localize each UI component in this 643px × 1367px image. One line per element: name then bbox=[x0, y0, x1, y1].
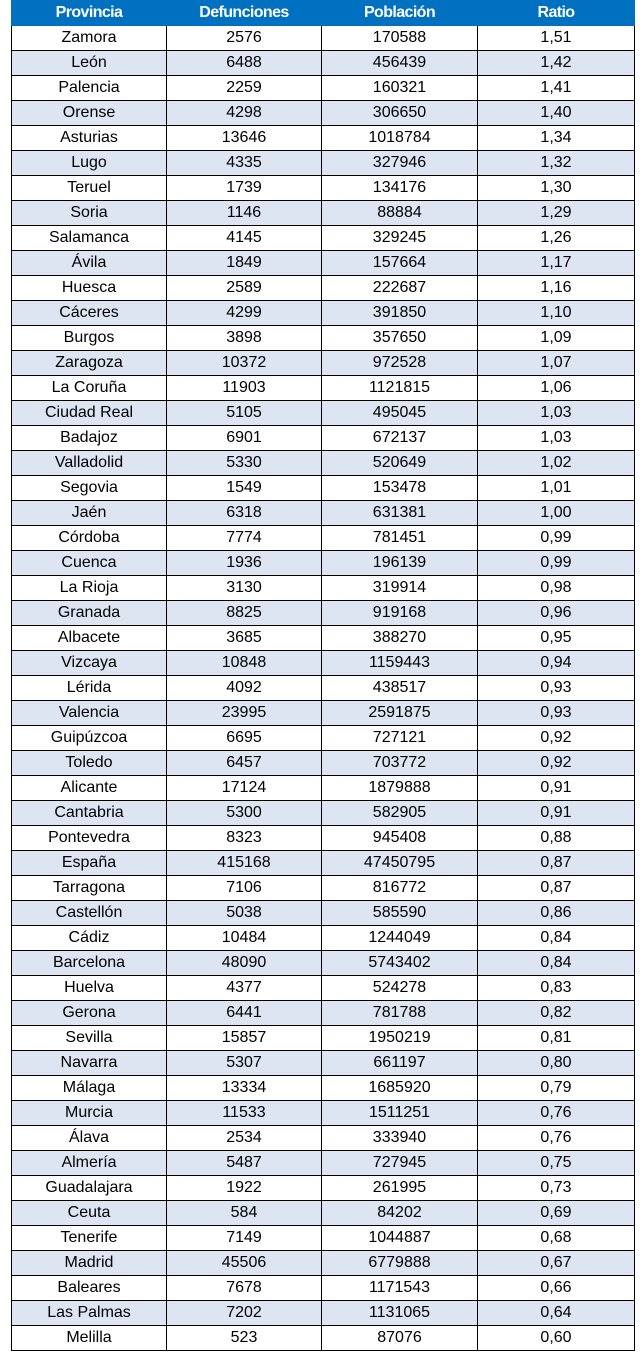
defunciones-cell: 1849 bbox=[167, 251, 322, 276]
provincia-cell: Huesca bbox=[12, 276, 167, 301]
table-row bbox=[12, 451, 635, 476]
defunciones-cell: 2259 bbox=[167, 76, 322, 101]
ratio-cell: 1,29 bbox=[478, 201, 635, 226]
header-defunciones[interactable]: Defunciones bbox=[167, 1, 322, 26]
provincia-cell: Ávila bbox=[12, 251, 167, 276]
defunciones-cell: 6695 bbox=[167, 726, 322, 751]
provincia-cell: Tenerife bbox=[12, 1226, 167, 1251]
defunciones-cell: 4145 bbox=[167, 226, 322, 251]
ratio-cell: 1,09 bbox=[478, 326, 635, 351]
ratio-cell: 0,76 bbox=[478, 1126, 635, 1151]
provincia-cell: Valencia bbox=[12, 701, 167, 726]
poblacion-cell: 1131065 bbox=[322, 1301, 478, 1326]
defunciones-cell: 4335 bbox=[167, 151, 322, 176]
table-row bbox=[12, 551, 635, 576]
defunciones-cell: 7202 bbox=[167, 1301, 322, 1326]
table-row bbox=[12, 251, 635, 276]
table-row bbox=[12, 851, 635, 876]
provincia-cell: Córdoba bbox=[12, 526, 167, 551]
ratio-cell: 0,79 bbox=[478, 1076, 635, 1101]
ratio-cell: 0,82 bbox=[478, 1001, 635, 1026]
ratio-cell: 0,88 bbox=[478, 826, 635, 851]
poblacion-cell: 456439 bbox=[322, 51, 478, 76]
table-row bbox=[12, 701, 635, 726]
poblacion-cell: 329245 bbox=[322, 226, 478, 251]
poblacion-cell: 2591875 bbox=[322, 701, 478, 726]
provincia-cell: Álava bbox=[12, 1126, 167, 1151]
header-poblacion[interactable]: Población bbox=[322, 1, 478, 26]
ratio-cell: 1,34 bbox=[478, 126, 635, 151]
provincia-cell: Asturias bbox=[12, 126, 167, 151]
ratio-cell: 1,06 bbox=[478, 376, 635, 401]
ratio-cell: 0,83 bbox=[478, 976, 635, 1001]
table-row bbox=[12, 826, 635, 851]
poblacion-cell: 170588 bbox=[322, 26, 478, 51]
table-row bbox=[12, 26, 635, 51]
poblacion-cell: 6779888 bbox=[322, 1251, 478, 1276]
provincia-cell: Alicante bbox=[12, 776, 167, 801]
table-row bbox=[12, 1301, 635, 1326]
table-row bbox=[12, 1226, 635, 1251]
table-row bbox=[12, 676, 635, 701]
ratio-cell: 0,67 bbox=[478, 1251, 635, 1276]
ratio-cell: 1,32 bbox=[478, 151, 635, 176]
ratio-cell: 0,84 bbox=[478, 951, 635, 976]
provincia-cell: Huelva bbox=[12, 976, 167, 1001]
provincia-cell: Barcelona bbox=[12, 951, 167, 976]
table-row bbox=[12, 176, 635, 201]
provincia-cell: Toledo bbox=[12, 751, 167, 776]
poblacion-cell: 585590 bbox=[322, 901, 478, 926]
defunciones-cell: 6901 bbox=[167, 426, 322, 451]
table-row bbox=[12, 1026, 635, 1051]
poblacion-cell: 160321 bbox=[322, 76, 478, 101]
poblacion-cell: 357650 bbox=[322, 326, 478, 351]
defunciones-cell: 4299 bbox=[167, 301, 322, 326]
poblacion-cell: 631381 bbox=[322, 501, 478, 526]
provincia-cell: Teruel bbox=[12, 176, 167, 201]
poblacion-cell: 1018784 bbox=[322, 126, 478, 151]
provincia-cell: España bbox=[12, 851, 167, 876]
poblacion-cell: 919168 bbox=[322, 601, 478, 626]
provincia-cell: Granada bbox=[12, 601, 167, 626]
poblacion-cell: 703772 bbox=[322, 751, 478, 776]
ratio-cell: 0,87 bbox=[478, 876, 635, 901]
provincia-cell: Jaén bbox=[12, 501, 167, 526]
defunciones-cell: 523 bbox=[167, 1326, 322, 1351]
defunciones-cell: 8323 bbox=[167, 826, 322, 851]
defunciones-cell: 6488 bbox=[167, 51, 322, 76]
poblacion-cell: 781788 bbox=[322, 1001, 478, 1026]
ratio-cell: 0,75 bbox=[478, 1151, 635, 1176]
provincia-cell: Baleares bbox=[12, 1276, 167, 1301]
ratio-cell: 1,17 bbox=[478, 251, 635, 276]
defunciones-cell: 2534 bbox=[167, 1126, 322, 1151]
table-row bbox=[12, 226, 635, 251]
poblacion-cell: 261995 bbox=[322, 1176, 478, 1201]
ratio-cell: 1,16 bbox=[478, 276, 635, 301]
poblacion-cell: 495045 bbox=[322, 401, 478, 426]
defunciones-cell: 45506 bbox=[167, 1251, 322, 1276]
defunciones-cell: 584 bbox=[167, 1201, 322, 1226]
defunciones-cell: 3130 bbox=[167, 576, 322, 601]
provincia-cell: Lérida bbox=[12, 676, 167, 701]
table-row bbox=[12, 1101, 635, 1126]
poblacion-cell: 87076 bbox=[322, 1326, 478, 1351]
defunciones-cell: 2576 bbox=[167, 26, 322, 51]
provincia-cell: La Rioja bbox=[12, 576, 167, 601]
ratio-cell: 1,42 bbox=[478, 51, 635, 76]
table-row bbox=[12, 1326, 635, 1351]
poblacion-cell: 157664 bbox=[322, 251, 478, 276]
poblacion-cell: 1121815 bbox=[322, 376, 478, 401]
ratio-cell: 1,30 bbox=[478, 176, 635, 201]
ratio-cell: 0,60 bbox=[478, 1326, 635, 1351]
defunciones-cell: 7149 bbox=[167, 1226, 322, 1251]
poblacion-cell: 661197 bbox=[322, 1051, 478, 1076]
defunciones-cell: 15857 bbox=[167, 1026, 322, 1051]
poblacion-cell: 945408 bbox=[322, 826, 478, 851]
table-row bbox=[12, 951, 635, 976]
provincia-cell: Navarra bbox=[12, 1051, 167, 1076]
poblacion-cell: 88884 bbox=[322, 201, 478, 226]
table-row bbox=[12, 1126, 635, 1151]
poblacion-cell: 327946 bbox=[322, 151, 478, 176]
ratio-cell: 0,94 bbox=[478, 651, 635, 676]
provincia-cell: Gerona bbox=[12, 1001, 167, 1026]
provincia-cell: Málaga bbox=[12, 1076, 167, 1101]
defunciones-cell: 4377 bbox=[167, 976, 322, 1001]
ratio-cell: 1,26 bbox=[478, 226, 635, 251]
table-row bbox=[12, 1051, 635, 1076]
defunciones-cell: 1922 bbox=[167, 1176, 322, 1201]
table-row bbox=[12, 401, 635, 426]
poblacion-cell: 388270 bbox=[322, 626, 478, 651]
ratio-cell: 1,01 bbox=[478, 476, 635, 501]
poblacion-cell: 438517 bbox=[322, 676, 478, 701]
table-row bbox=[12, 876, 635, 901]
poblacion-cell: 319914 bbox=[322, 576, 478, 601]
table-row bbox=[12, 1201, 635, 1226]
provincia-cell: Las Palmas bbox=[12, 1301, 167, 1326]
poblacion-cell: 727121 bbox=[322, 726, 478, 751]
defunciones-cell: 4298 bbox=[167, 101, 322, 126]
table-row bbox=[12, 126, 635, 151]
provincia-cell: Zamora bbox=[12, 26, 167, 51]
provincia-cell: Castellón bbox=[12, 901, 167, 926]
table-row bbox=[12, 776, 635, 801]
provincia-cell: Murcia bbox=[12, 1101, 167, 1126]
defunciones-cell: 1739 bbox=[167, 176, 322, 201]
defunciones-cell: 5487 bbox=[167, 1151, 322, 1176]
poblacion-cell: 333940 bbox=[322, 1126, 478, 1151]
poblacion-cell: 222687 bbox=[322, 276, 478, 301]
table-row bbox=[12, 626, 635, 651]
provincia-cell: Guipúzcoa bbox=[12, 726, 167, 751]
ratio-cell: 0,64 bbox=[478, 1301, 635, 1326]
provincia-cell: Segovia bbox=[12, 476, 167, 501]
table-row bbox=[12, 426, 635, 451]
defunciones-cell: 8825 bbox=[167, 601, 322, 626]
table-row bbox=[12, 926, 635, 951]
defunciones-cell: 5330 bbox=[167, 451, 322, 476]
provincia-cell: Cantabria bbox=[12, 801, 167, 826]
table-header bbox=[12, 1, 635, 26]
poblacion-cell: 47450795 bbox=[322, 851, 478, 876]
poblacion-cell: 1171543 bbox=[322, 1276, 478, 1301]
ratio-cell: 0,93 bbox=[478, 676, 635, 701]
defunciones-cell: 23995 bbox=[167, 701, 322, 726]
poblacion-cell: 1879888 bbox=[322, 776, 478, 801]
ratio-cell: 0,93 bbox=[478, 701, 635, 726]
table-row bbox=[12, 751, 635, 776]
poblacion-cell: 1044887 bbox=[322, 1226, 478, 1251]
table-row bbox=[12, 1251, 635, 1276]
provincia-cell: La Coruña bbox=[12, 376, 167, 401]
provincia-cell: Valladolid bbox=[12, 451, 167, 476]
defunciones-cell: 1146 bbox=[167, 201, 322, 226]
poblacion-cell: 5743402 bbox=[322, 951, 478, 976]
table-row bbox=[12, 51, 635, 76]
provincia-cell: Almería bbox=[12, 1151, 167, 1176]
ratio-cell: 0,92 bbox=[478, 726, 635, 751]
mortality-table-container bbox=[11, 0, 634, 1351]
table-row bbox=[12, 601, 635, 626]
table-row bbox=[12, 326, 635, 351]
table-row bbox=[12, 526, 635, 551]
provincia-cell: Burgos bbox=[12, 326, 167, 351]
ratio-cell: 0,99 bbox=[478, 551, 635, 576]
poblacion-cell: 1685920 bbox=[322, 1076, 478, 1101]
poblacion-cell: 524278 bbox=[322, 976, 478, 1001]
provincia-cell: Zaragoza bbox=[12, 351, 167, 376]
provincia-cell: León bbox=[12, 51, 167, 76]
defunciones-cell: 415168 bbox=[167, 851, 322, 876]
poblacion-cell: 134176 bbox=[322, 176, 478, 201]
ratio-cell: 0,81 bbox=[478, 1026, 635, 1051]
table-row bbox=[12, 1076, 635, 1101]
defunciones-cell: 17124 bbox=[167, 776, 322, 801]
table-body bbox=[12, 26, 635, 1351]
table-row bbox=[12, 76, 635, 101]
provincia-cell: Cáceres bbox=[12, 301, 167, 326]
ratio-cell: 0,76 bbox=[478, 1101, 635, 1126]
table-row bbox=[12, 976, 635, 1001]
defunciones-cell: 6457 bbox=[167, 751, 322, 776]
table-row bbox=[12, 351, 635, 376]
provincia-cell: Guadalajara bbox=[12, 1176, 167, 1201]
provincia-cell: Palencia bbox=[12, 76, 167, 101]
table-row bbox=[12, 276, 635, 301]
provincia-cell: Badajoz bbox=[12, 426, 167, 451]
table-row bbox=[12, 801, 635, 826]
defunciones-cell: 5300 bbox=[167, 801, 322, 826]
table-row bbox=[12, 201, 635, 226]
defunciones-cell: 2589 bbox=[167, 276, 322, 301]
table-row bbox=[12, 101, 635, 126]
table-row bbox=[12, 151, 635, 176]
defunciones-cell: 4092 bbox=[167, 676, 322, 701]
defunciones-cell: 7774 bbox=[167, 526, 322, 551]
table-row bbox=[12, 1001, 635, 1026]
provincia-cell: Lugo bbox=[12, 151, 167, 176]
table-row bbox=[12, 651, 635, 676]
defunciones-cell: 13646 bbox=[167, 126, 322, 151]
ratio-cell: 0,69 bbox=[478, 1201, 635, 1226]
ratio-cell: 0,96 bbox=[478, 601, 635, 626]
defunciones-cell: 6441 bbox=[167, 1001, 322, 1026]
defunciones-cell: 5038 bbox=[167, 901, 322, 926]
provincia-cell: Ceuta bbox=[12, 1201, 167, 1226]
ratio-cell: 0,91 bbox=[478, 776, 635, 801]
table-row bbox=[12, 1151, 635, 1176]
ratio-cell: 0,92 bbox=[478, 751, 635, 776]
poblacion-cell: 391850 bbox=[322, 301, 478, 326]
table-row bbox=[12, 476, 635, 501]
table-row bbox=[12, 501, 635, 526]
ratio-cell: 1,03 bbox=[478, 401, 635, 426]
defunciones-cell: 3685 bbox=[167, 626, 322, 651]
table-row bbox=[12, 301, 635, 326]
defunciones-cell: 10372 bbox=[167, 351, 322, 376]
provincia-cell: Cuenca bbox=[12, 551, 167, 576]
defunciones-cell: 3898 bbox=[167, 326, 322, 351]
poblacion-cell: 84202 bbox=[322, 1201, 478, 1226]
poblacion-cell: 972528 bbox=[322, 351, 478, 376]
defunciones-cell: 13334 bbox=[167, 1076, 322, 1101]
ratio-cell: 0,80 bbox=[478, 1051, 635, 1076]
defunciones-cell: 5307 bbox=[167, 1051, 322, 1076]
defunciones-cell: 7678 bbox=[167, 1276, 322, 1301]
header-row bbox=[12, 1, 635, 26]
defunciones-cell: 11903 bbox=[167, 376, 322, 401]
ratio-cell: 1,51 bbox=[478, 26, 635, 51]
provincia-cell: Albacete bbox=[12, 626, 167, 651]
provincia-cell: Orense bbox=[12, 101, 167, 126]
poblacion-cell: 727945 bbox=[322, 1151, 478, 1176]
poblacion-cell: 196139 bbox=[322, 551, 478, 576]
provincia-cell: Pontevedra bbox=[12, 826, 167, 851]
table-row bbox=[12, 1176, 635, 1201]
ratio-cell: 1,02 bbox=[478, 451, 635, 476]
provincia-cell: Tarragona bbox=[12, 876, 167, 901]
poblacion-cell: 781451 bbox=[322, 526, 478, 551]
poblacion-cell: 816772 bbox=[322, 876, 478, 901]
ratio-cell: 1,40 bbox=[478, 101, 635, 126]
poblacion-cell: 672137 bbox=[322, 426, 478, 451]
ratio-cell: 1,03 bbox=[478, 426, 635, 451]
ratio-cell: 0,66 bbox=[478, 1276, 635, 1301]
table-row bbox=[12, 1276, 635, 1301]
table-row bbox=[12, 376, 635, 401]
poblacion-cell: 520649 bbox=[322, 451, 478, 476]
ratio-cell: 0,86 bbox=[478, 901, 635, 926]
table-row bbox=[12, 726, 635, 751]
defunciones-cell: 7106 bbox=[167, 876, 322, 901]
provincia-cell: Sevilla bbox=[12, 1026, 167, 1051]
poblacion-cell: 153478 bbox=[322, 476, 478, 501]
provincia-cell: Melilla bbox=[12, 1326, 167, 1351]
table-row bbox=[12, 576, 635, 601]
mortality-ratio-table bbox=[11, 0, 635, 1351]
poblacion-cell: 306650 bbox=[322, 101, 478, 126]
ratio-cell: 0,84 bbox=[478, 926, 635, 951]
ratio-cell: 0,68 bbox=[478, 1226, 635, 1251]
poblacion-cell: 1159443 bbox=[322, 651, 478, 676]
provincia-cell: Ciudad Real bbox=[12, 401, 167, 426]
ratio-cell: 1,10 bbox=[478, 301, 635, 326]
ratio-cell: 0,87 bbox=[478, 851, 635, 876]
header-ratio[interactable]: Ratio bbox=[478, 1, 635, 26]
defunciones-cell: 10484 bbox=[167, 926, 322, 951]
ratio-cell: 0,95 bbox=[478, 626, 635, 651]
defunciones-cell: 6318 bbox=[167, 501, 322, 526]
provincia-cell: Salamanca bbox=[12, 226, 167, 251]
defunciones-cell: 1936 bbox=[167, 551, 322, 576]
ratio-cell: 1,07 bbox=[478, 351, 635, 376]
provincia-cell: Cádiz bbox=[12, 926, 167, 951]
provincia-cell: Soria bbox=[12, 201, 167, 226]
poblacion-cell: 1950219 bbox=[322, 1026, 478, 1051]
defunciones-cell: 5105 bbox=[167, 401, 322, 426]
ratio-cell: 1,41 bbox=[478, 76, 635, 101]
poblacion-cell: 1511251 bbox=[322, 1101, 478, 1126]
defunciones-cell: 11533 bbox=[167, 1101, 322, 1126]
ratio-cell: 0,73 bbox=[478, 1176, 635, 1201]
table-row bbox=[12, 901, 635, 926]
provincia-cell: Vizcaya bbox=[12, 651, 167, 676]
header-provincia[interactable]: Provincia bbox=[12, 1, 167, 26]
defunciones-cell: 1549 bbox=[167, 476, 322, 501]
defunciones-cell: 48090 bbox=[167, 951, 322, 976]
poblacion-cell: 582905 bbox=[322, 801, 478, 826]
ratio-cell: 0,91 bbox=[478, 801, 635, 826]
defunciones-cell: 10848 bbox=[167, 651, 322, 676]
provincia-cell: Madrid bbox=[12, 1251, 167, 1276]
ratio-cell: 1,00 bbox=[478, 501, 635, 526]
ratio-cell: 0,98 bbox=[478, 576, 635, 601]
poblacion-cell: 1244049 bbox=[322, 926, 478, 951]
ratio-cell: 0,99 bbox=[478, 526, 635, 551]
